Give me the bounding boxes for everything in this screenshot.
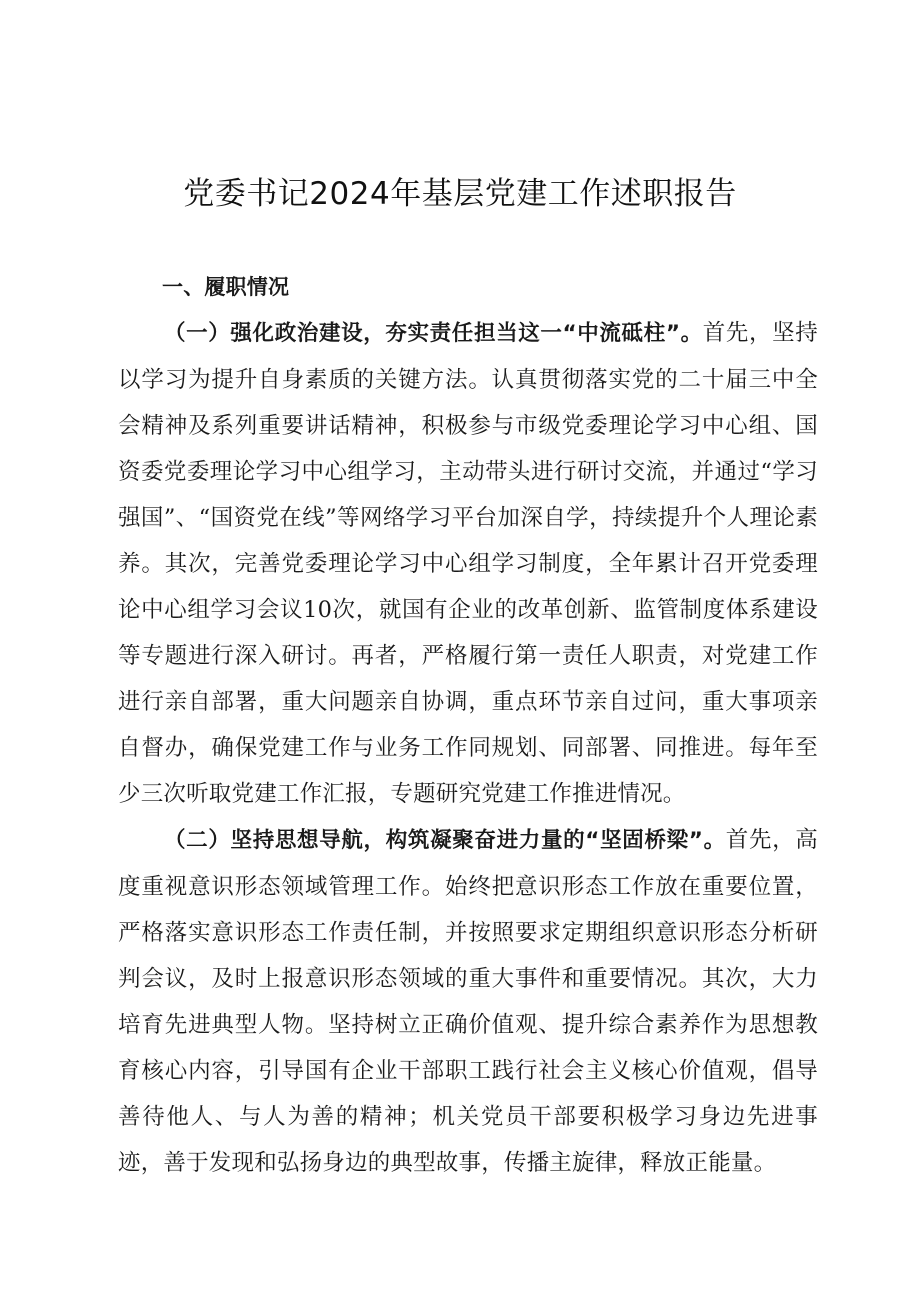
document-body [118,264,818,1186]
document-title: 党委书记2024年基层党建工作述职报告 [183,176,737,212]
paragraph-2-text: 首先，高度重视意识形态领域管理工作。始终把意识形态工作放在重要位置，严格落实意识形态工作责任制，并按照要求定期组织意识形态分析研判会议，及时上报意识形态领域的重大事件和重要情况。其次，大力培育先进典型人物。坚持树立正确价值观、提升综合素养作为思想教育核心内容，引导国有企业干部职工践行社会主义核心价值观，倡导善待他人、与人为善的精神；机关党员干部要积极学习身边先进事迹，善于发现和弘扬身边的典型故事，传播主旋律，释放正能量。 [118,827,818,1176]
paragraph-1-text: 首先，坚持以学习为提升自身素质的关键方法。认真贯彻落实党的二十届三中全会精神及系列重要讲话精神，积极参与市级党委理论学习中心组、国资委党委理论学习中心组学习，主动带头进行研讨交流，并通过“学习强国”、“国资党在线”等网络学习平台加深自学，持续提升个人理论素养。其次，完善党委理论学习中心组学习制度，全年累计召开党委理论中心组学习会议10次，就国有企业的改革创新、监管制度体系建设等专题进行深入研讨。再者，严格履行第一责任人职责，对党建工作进行亲自部署，重大问题亲自协调，重点环节亲自过问，重大事项亲自督办，确保党建工作与业务工作同规划、同部署、同推进。每年至少三次听取党建工作汇报，专题研究党建工作推进情况。 [118,320,818,807]
section-heading: 一、履职情况 [162,275,290,299]
paragraph-2-lead: （二）坚持思想导航，构筑凝聚奋进力量的“坚固桥梁”。 [164,828,726,853]
paragraph-1-lead: （一）强化政治建设，夯实责任担当这一“中流砥柱”。 [164,321,703,346]
paragraph-2 [118,817,818,1186]
paragraph-1 [118,310,818,817]
